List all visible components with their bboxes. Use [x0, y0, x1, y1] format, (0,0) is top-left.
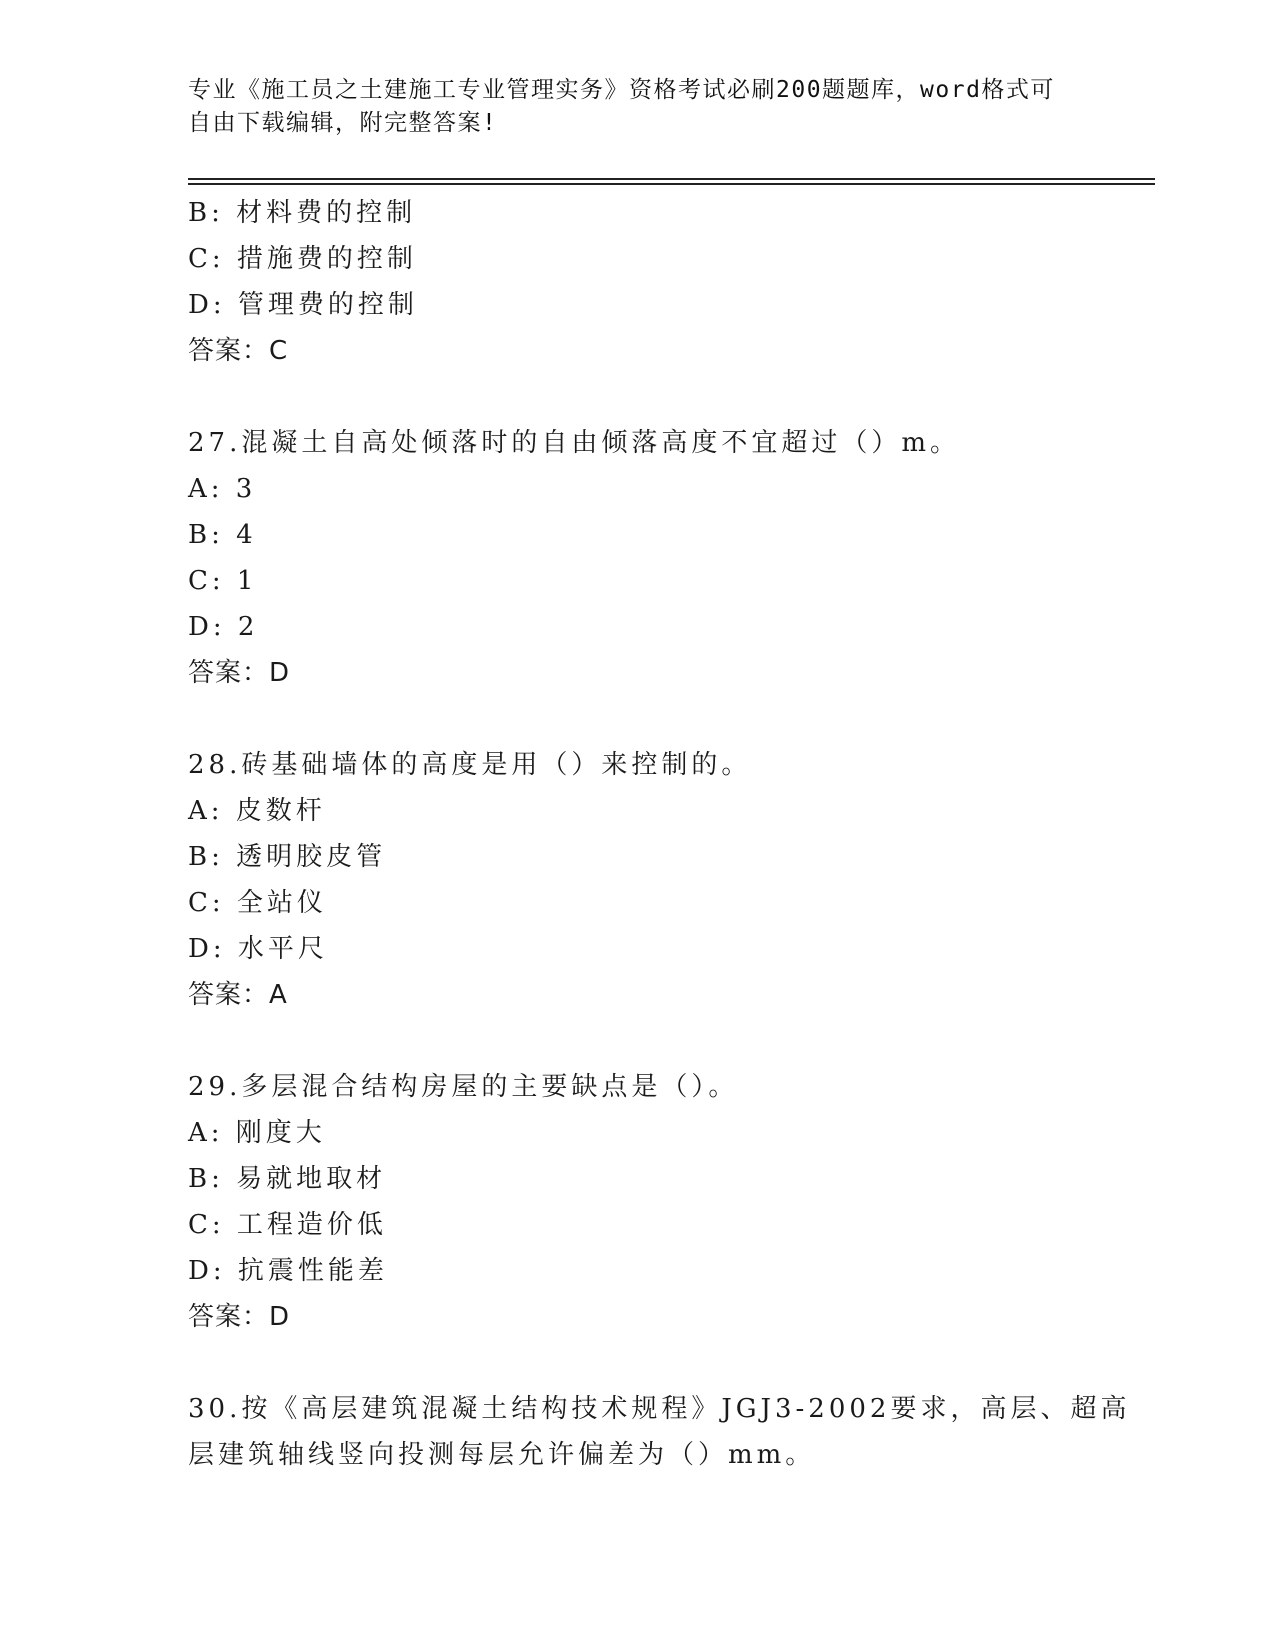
answer-line: 答案：D	[188, 1302, 291, 1332]
option-b: B: 易就地取材	[188, 1164, 387, 1194]
option-a: A: 3	[188, 474, 257, 504]
option-d: D: 2	[188, 612, 259, 642]
header-divider-bottom	[188, 183, 1155, 185]
option-d: D: 管理费的控制	[188, 290, 418, 320]
question-stem-line-2: 层建筑轴线竖向投测每层允许偏差为（）mm。	[188, 1440, 816, 1470]
option-b: B: 材料费的控制	[188, 198, 417, 228]
option-c: C: 1	[188, 566, 258, 596]
answer-line: 答案：D	[188, 658, 291, 688]
question-26-tail	[188, 190, 1088, 374]
question-stem: 27.混凝土自高处倾落时的自由倾落高度不宜超过（）m。	[188, 428, 961, 458]
question-stem: 29.多层混合结构房屋的主要缺点是（）。	[188, 1072, 739, 1102]
question-stem-line-1: 30.按《高层建筑混凝土结构技术规程》JGJ3-2002要求，高层、超高	[188, 1394, 1131, 1424]
question-30	[188, 1386, 1131, 1478]
option-c: C: 措施费的控制	[188, 244, 417, 274]
question-27	[188, 420, 1088, 696]
header-divider-top	[188, 178, 1155, 180]
option-b: B: 透明胶皮管	[188, 842, 387, 872]
header-title-line-1: 专业《施工员之土建施工专业管理实务》资格考试必刷200题题库，word格式可	[188, 77, 1055, 103]
question-stem: 28.砖基础墙体的高度是用（）来控制的。	[188, 750, 752, 780]
option-c: C: 工程造价低	[188, 1210, 387, 1240]
option-c: C: 全站仪	[188, 888, 327, 918]
question-29	[188, 1064, 1088, 1340]
answer-line: 答案：A	[188, 980, 288, 1010]
question-28	[188, 742, 1088, 1018]
document-header	[188, 74, 1068, 140]
answer-line: 答案：C	[188, 336, 289, 366]
option-d: D: 抗震性能差	[188, 1256, 388, 1286]
option-d: D: 水平尺	[188, 934, 328, 964]
header-title-line-2: 自由下载编辑，附完整答案!	[188, 110, 498, 136]
option-a: A: 皮数杆	[188, 796, 326, 826]
option-a: A: 刚度大	[188, 1118, 326, 1148]
option-b: B: 4	[188, 520, 257, 550]
question-list	[188, 190, 1131, 1478]
